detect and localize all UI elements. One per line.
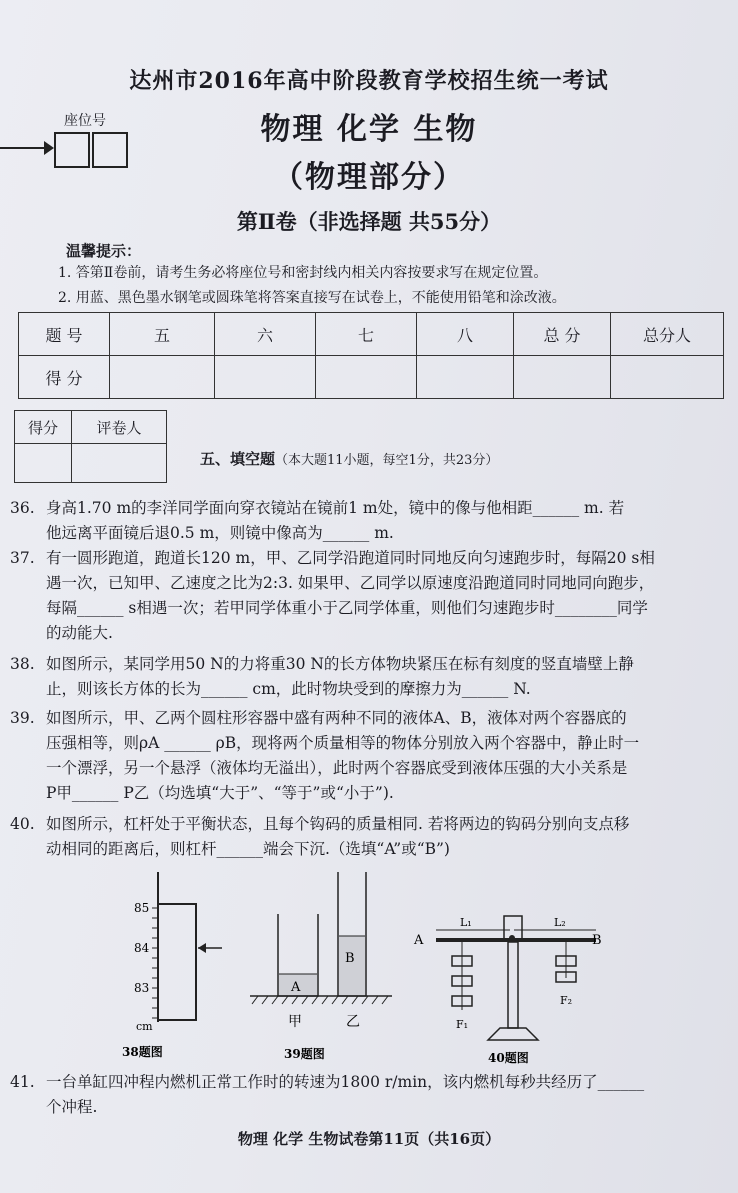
lever-stand-base [488,1028,538,1040]
question-text: 如图所示，某同学用50 N的力将重30 N的长方体物块紧压在标有刻度的竖直墙壁上静 [46,655,634,673]
question-text: 有一圆形跑道，跑道长120 m，甲、乙同学沿跑道同时同地反向匀速跑步时，每隔20 s相 [46,549,655,567]
tips-title: 温馨提示： [66,242,142,260]
grader-score-header: 得分 [15,411,72,444]
question-text: 个冲程. [46,1098,98,1116]
figure-38-caption: 38题图 [122,1045,163,1059]
question-text: 一个漂浮，另一个悬浮（液体均无溢出），此时两个容器底受到液体压强的大小关系是 [46,759,628,777]
question-text: 的动能大. [46,624,113,642]
score-input-cell[interactable] [417,356,514,399]
score-header-cell: 总分人 [611,313,724,356]
question-number: 39. [10,709,35,727]
question-37 [10,546,730,646]
lever-pivot-point [509,935,515,941]
score-input-cell[interactable] [215,356,316,399]
volume-title: 第Ⅱ卷（非选择题 共55分） [236,209,502,234]
part-title: （物理部分） [273,160,465,195]
subject-title: 物理 化学 生物 [260,112,478,147]
question-41 [10,1070,730,1120]
arrow-line [0,147,50,149]
score-table-score-row [19,356,724,399]
force-f2-label: F₂ [560,994,573,1007]
question-number: 41. [10,1073,35,1091]
figure-40 [413,916,602,1064]
score-table-header-row [19,313,724,356]
score-header-cell: 题 号 [19,313,110,356]
score-header-cell: 总 分 [514,313,611,356]
page-footer: 物理 化学 生物试卷第11页（共16页） [237,1130,501,1148]
question-number: 40. [10,815,35,833]
tip-item-1: 1. 答第Ⅱ卷前，请考生务必将座位号和密封线内相关内容按要求写在规定位置。 [58,265,548,281]
seat-number-label: 座位号 [64,113,106,129]
score-input-cell[interactable] [110,356,215,399]
ruler-tick-label: 84 [134,941,150,955]
question-text: P甲______ P乙（均选填“大于”、“等于”或“小于”). [46,784,394,802]
score-header-cell: 八 [417,313,514,356]
question-40 [10,812,730,862]
force-f1-label: F₁ [456,1018,469,1031]
figure-38 [122,872,222,1059]
arrow-right-icon [44,141,54,155]
question-number: 38. [10,655,35,673]
figure-40-caption: 40题图 [488,1051,529,1064]
question-36 [10,496,730,546]
score-header-cell: 五 [110,313,215,356]
question-text: 他远离平面镜后退0.5 m，则镜中像高为______ m. [46,524,394,542]
score-row-label: 得 分 [19,356,110,399]
question-text: 压强相等，则ρA ______ ρB，现将两个质量相等的物体分别放入两个容器中，静止时一 [46,734,640,752]
question-text: 动相同的距离后，则杠杆______端会下沉.（选填“A”或“B”) [46,840,450,858]
question-text: 如图所示，甲、乙两个圆柱形容器中盛有两种不同的液体A、B，液体对两个容器底的 [46,709,627,727]
score-header-cell: 七 [316,313,417,356]
force-arrow-icon [198,943,206,953]
grader-name-cell[interactable] [72,444,167,483]
question-text: 每隔______ s相遇一次；若甲同学体重小于乙同学体重，则他们匀速跑步时________同学 [46,599,648,617]
ruler-tick-label: 83 [134,981,150,995]
question-text: 止，则该长方体的长为______ cm，此时物块受到的摩擦力为______ N. [46,680,531,698]
ruler-tick-label: 85 [134,901,150,915]
score-input-cell[interactable] [316,356,417,399]
question-text: 如图所示，杠杆处于平衡状态，且每个钩码的质量相同. 若将两边的钩码分别向支点移 [46,815,630,833]
arm-l2-label: L₂ [554,916,566,929]
lever-end-b-label: B [592,933,602,948]
question-38 [10,652,730,702]
section-title: 五、填空题 [200,450,276,468]
section-heading [200,448,498,469]
grader-score-cell[interactable] [15,444,72,483]
seat-number-box-2[interactable] [92,132,128,168]
liquid-b-label: B [345,951,355,966]
question-39 [10,706,730,806]
container-left-label: 甲 [288,1014,302,1030]
tip-item-2: 2. 用蓝、黑色墨水钢笔或圆珠笔将答案直接写在试卷上，不能使用铅笔和涂改液。 [58,290,566,306]
block-rectangle [158,904,196,1020]
liquid-a-label: A [291,980,301,995]
section-note: （本大题11小题，每空1分，共23分） [275,453,499,468]
question-text: 遇一次，已知甲、乙速度之比为2:3. 如果甲、乙同学以原速度沿跑道同时同地同向跑步， [46,574,655,592]
container-right-label: 乙 [346,1014,360,1030]
question-text: 身高1.70 m的李洋同学面向穿衣镜站在镜前1 m处，镜中的像与他相距______ m. 若 [46,499,625,517]
arm-l1-label: L₁ [460,916,472,929]
score-table [18,312,724,399]
grader-name-header: 评卷人 [72,411,167,444]
lever-stand-post [508,942,518,1028]
ground-hatching [252,996,388,1004]
figure-39 [250,872,392,1061]
question-number: 37. [10,549,35,567]
question-number: 36. [10,499,35,517]
seat-number-box-1[interactable] [54,132,90,168]
lever-end-a-label: A [414,933,424,948]
score-input-cell[interactable] [611,356,724,399]
figures-area [100,864,730,1064]
question-text: 一台单缸四冲程内燃机正常工作时的转速为1800 r/min，该内燃机每秒共经历了______ [46,1073,645,1091]
score-input-cell[interactable] [514,356,611,399]
score-header-cell: 六 [215,313,316,356]
grader-table [14,410,167,483]
figure-39-caption: 39题图 [284,1047,325,1061]
ruler-unit: cm [136,1020,153,1033]
exam-title: 达州市2016年高中阶段教育学校招生统一考试 [129,68,609,94]
